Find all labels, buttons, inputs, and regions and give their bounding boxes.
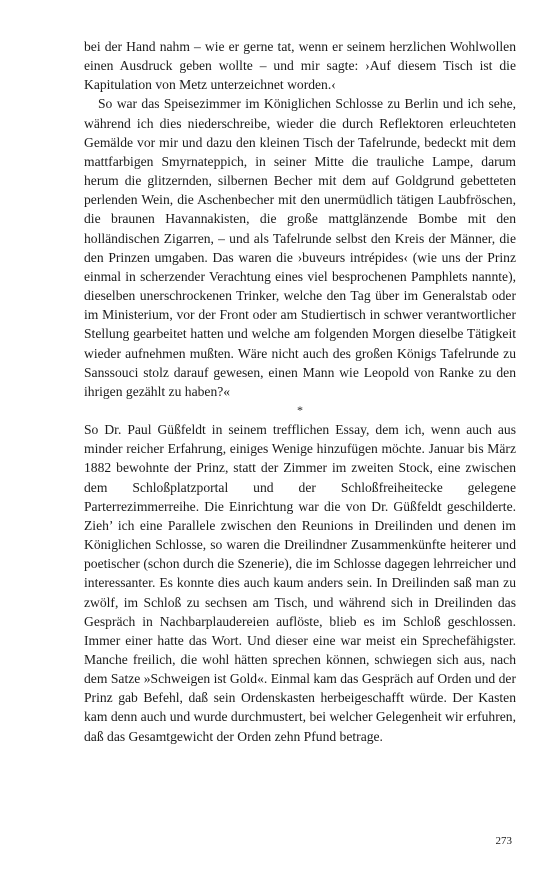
page-body <box>84 37 516 746</box>
page-number: 273 <box>495 835 512 847</box>
paragraph-guessfeldt: So Dr. Paul Güßfeldt in seinem trefflichen Essay, dem ich, wenn auch aus minder reicher Erfahrung, einiges Wenige hinzufügen möchte. Januar bis März 1882 bewohnte der Prinz, statt der Zimmer im zweiten Stock, eine zwischen dem Schloßplatzportal und der Schloßfreiheitecke gelegene Parterrezimmerreihe. Die Einrichtung war die von Dr. Güßfeldt geschilderte. Zieh’ ich eine Parallele zwischen den Reunions in Dreilinden und denen im Königlichen Schlosse, so waren die Dreilindner Zusammenkünfte heiterer und poetischer (schon durch die Szenerie), die im Schlosse dagegen lehrreicher und interessanter. Es konnte dies auch kaum anders sein. In Dreilinden saß man zu zwölf, im Schloß zu sechsen am Tisch, und während sich in Dreilinden das Gespräch in Nachbarplaudereien auflöste, blieb es im Schloß geschlossen. Immer einer hatte das Wort. Und dieser eine war meist ein Sprechefähigster. Manche freilich, die wohl hätten sprechen können, schwiegen sich aus, nach dem Satze »Schweigen ist Gold«. Einmal kam das Gespräch auf Orden und der Prinz gab Befehl, daß sein Ordenskasten herbeigeschafft würde. Der Kasten kam denn auch und wurde durchmustert, bei welcher Gelegenheit wir erfuhren, daß das Gesamtgewicht der Orden zehn Pfund betrage. <box>84 422 516 744</box>
paragraph-continuation: bei der Hand nahm – wie er gerne tat, wenn er seinem herzlichen Wohlwollen einen Ausdruck geben wollte – und mir sagte: ›Auf diesem Tisch ist die Kapitulation von Metz unterzeichnet worden.‹ <box>84 39 516 93</box>
paragraph-dining-room: So war das Speisezimmer im Königlichen Schlosse zu Berlin und ich sehe, während ich dies niederschreibe, wieder die durch Reflektoren erleuchteten Gemälde vor mir und dazu den kleinen Tisch der Tafelrunde, bedeckt mit dem mattfarbigen Smyrnateppich, in seiner Mitte die trauliche Lampe, darum herum die glitzernden, silbernen Becher mit dem auf Goldgrund gebetteten perlenden Wein, die Aschenbecher mit den unermüdlich tätigen Laubfröschen, die braunen Havannakisten, die große mattglänzende Bombe mit den holländischen Zigarren, – und als Tafelrunde selbst den Kreis der Männer, die den Prinzen umgaben. Das waren die ›buveurs intrépides‹ (wie uns der Prinz einmal in scherzender Verachtung eines viel besprochenen Pamphlets nannte), dieselben unerschrockenen Trinker, welche den Tag über im Generalstab oder im Ministerium, vor der Front oder am Studiertisch in schwer verantwortlicher Stellung gearbeitet hatten und welche am folgenden Morgen dieselbe Tätigkeit wieder aufnehmen mußten. Wäre nicht auch des großen Königs Tafelrunde zu Sanssouci stolz darauf gewesen, einen Mann wie Leopold von Ranke zu den ihrigen gezählt zu haben?« <box>84 96 516 399</box>
section-separator: * <box>297 402 303 417</box>
